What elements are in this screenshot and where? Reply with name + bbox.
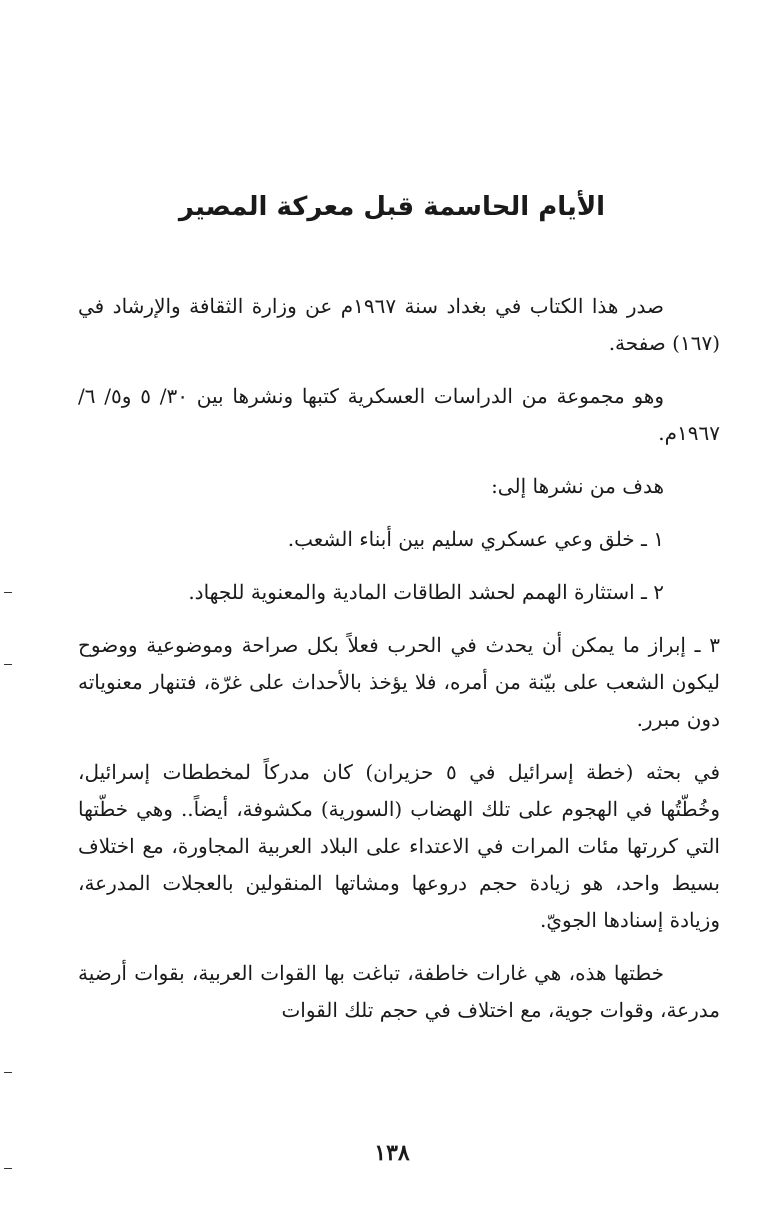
body-text xyxy=(78,288,720,1045)
page-number: ١٣٨ xyxy=(374,1140,410,1166)
list-item-3: ٣ ـ إبراز ما يمكن أن يحدث في الحرب فعلاً بكل صراحة وموضوعية ووضوح ليكون الشعب على بيّنة من أمره، فلا يؤخذ بالأحداث على غرّة، فتنهار معنوياته دون مبرر. xyxy=(78,633,720,731)
paragraph-collection: وهو مجموعة من الدراسات العسكرية كتبها ونشرها بين ٣٠/ ٥ و٥/ ٦/ ١٩٦٧م. xyxy=(78,384,720,445)
margin-mark xyxy=(4,1072,12,1073)
margin-mark xyxy=(4,1168,12,1169)
list-item-2: ٢ ـ استثارة الهمم لحشد الطاقات المادية والمعنوية للجهاد. xyxy=(188,580,664,604)
paragraph-purpose-intro: هدف من نشرها إلى: xyxy=(491,474,664,498)
paragraph-publication: صدر هذا الكتاب في بغداد سنة ١٩٦٧م عن وزارة الثقافة والإرشاد في (١٦٧) صفحة. xyxy=(78,294,720,355)
list-item-1: ١ ـ خلق وعي عسكري سليم بين أبناء الشعب. xyxy=(287,527,664,551)
paragraph-israel-plan: في بحثه (خطة إسرائيل في ٥ حزيران) كان مدركاً لمخططات إسرائيل، وخُطّتُها في الهجوم على تلك الهضاب (السورية) مكشوفة، أيضاً.. وهي خطّتها التي كررتها مئات المرات في الاعتداء على البلاد العربية المجاورة، مع اختلاف بسيط واحد، هو زيادة حجم دروعها ومشاتها المنقولين بالعجلات المدرعة، وزيادة إسنادها الجويّ. xyxy=(78,760,721,932)
paragraph-plan-description: خطتها هذه، هي غارات خاطفة، تباغت بها القوات العربية، بقوات أرضية مدرعة، وقوات جوية، مع اختلاف في حجم تلك القوات xyxy=(78,961,720,1022)
margin-mark xyxy=(4,664,12,665)
margin-mark xyxy=(4,592,12,593)
page-title: الأيام الحاسمة قبل معركة المصير xyxy=(178,192,606,222)
